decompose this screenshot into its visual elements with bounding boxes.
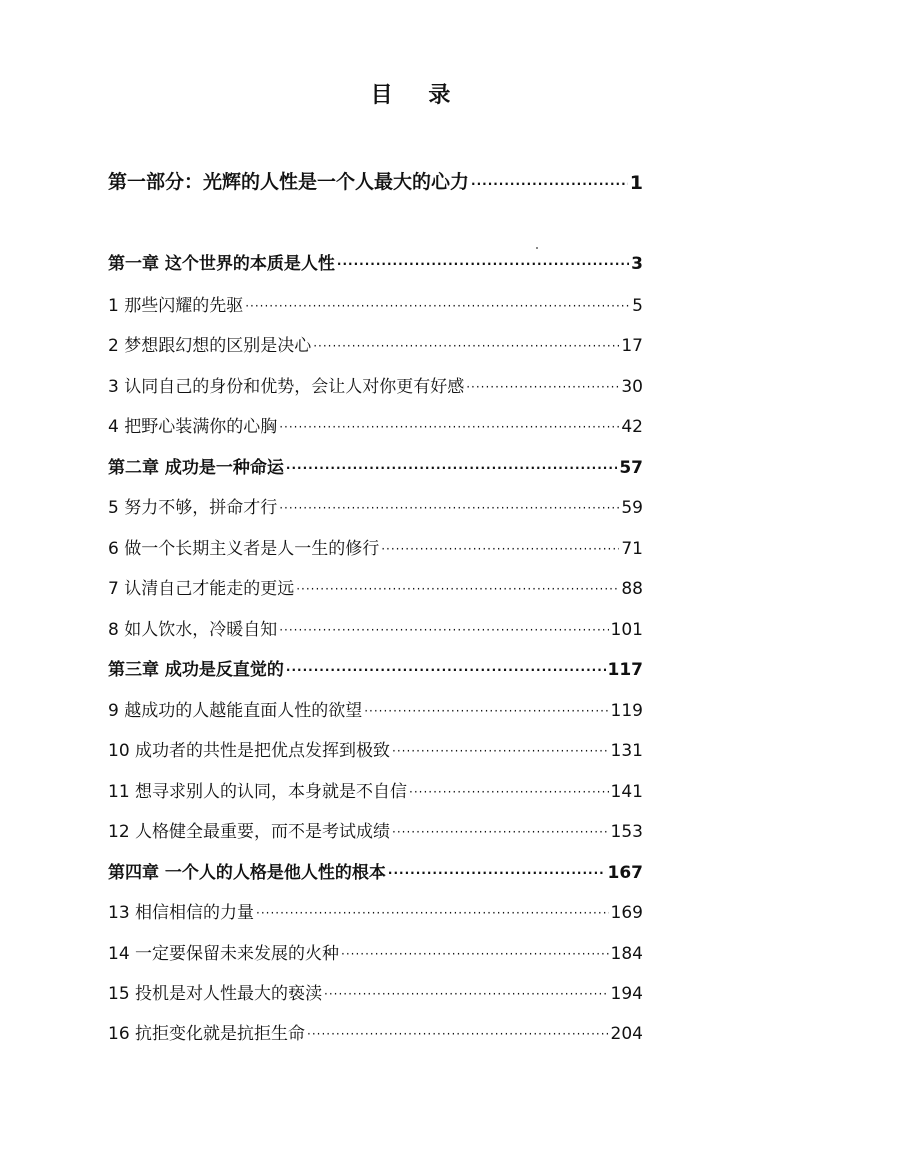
toc-page-number: 30 xyxy=(621,377,643,397)
toc-entry-label: 13 相信相信的力量 xyxy=(108,903,255,923)
toc-entry-label: 第一章 这个世界的本质是人性 xyxy=(108,254,335,274)
toc-page-number: 17 xyxy=(621,336,643,356)
toc-entry-label: 第二章 成功是一种命运 xyxy=(108,458,284,478)
toc-entry-label: 2 梦想跟幻想的区别是决心 xyxy=(108,336,312,356)
toc-entry-label: 7 认清自己才能走的更远 xyxy=(108,579,295,599)
toc-dot-leader xyxy=(279,418,619,437)
toc-entry-label: 8 如人饮水，冷暖自知 xyxy=(108,620,278,640)
toc-page-number: 59 xyxy=(621,498,643,518)
toc-chapter-entry xyxy=(108,450,643,478)
toc-dot-leader xyxy=(279,499,619,518)
toc-section-entry xyxy=(108,936,643,964)
toc-section-entry xyxy=(108,1016,643,1044)
toc-dot-leader xyxy=(471,173,628,194)
toc-page-number: 3 xyxy=(631,254,643,274)
toc-section-entry xyxy=(108,369,643,397)
toc-page-number: 119 xyxy=(610,701,643,721)
toc-section-entry xyxy=(108,328,643,356)
toc-dot-leader xyxy=(392,823,609,842)
toc-chapter-entry xyxy=(108,855,643,883)
toc-chapter-entry xyxy=(108,652,643,680)
scan-speck xyxy=(536,247,538,249)
toc-page-number: 169 xyxy=(610,903,643,923)
toc-page-number: 71 xyxy=(621,539,643,559)
toc-section-entry xyxy=(108,612,643,640)
toc-page-number: 88 xyxy=(621,579,643,599)
toc-page-number: 204 xyxy=(610,1024,643,1044)
toc-page-number: 153 xyxy=(610,822,643,842)
toc-dot-leader xyxy=(388,864,606,883)
toc-page-number: 101 xyxy=(610,620,643,640)
toc-dot-leader xyxy=(466,378,619,397)
toc-section-entry xyxy=(108,490,643,518)
toc-page-number: 42 xyxy=(621,417,643,437)
toc-dot-leader xyxy=(286,661,606,680)
toc-dot-leader xyxy=(307,1025,609,1044)
toc-dot-leader xyxy=(392,742,609,761)
toc-section-entry xyxy=(108,814,643,842)
toc-page-number: 1 xyxy=(629,172,643,194)
toc-section-entry xyxy=(108,895,643,923)
toc-entry-label: 10 成功者的共性是把优点发挥到极致 xyxy=(108,741,391,761)
toc-entry-label: 6 做一个长期主义者是人一生的修行 xyxy=(108,539,380,559)
toc-entry-label: 12 人格健全最重要，而不是考试成绩 xyxy=(108,822,391,842)
toc-dot-leader xyxy=(409,783,609,802)
toc-page-number: 141 xyxy=(610,782,643,802)
toc-section-entry xyxy=(108,693,643,721)
toc-entry-label: 第三章 成功是反直觉的 xyxy=(108,660,284,680)
toc-dot-leader xyxy=(381,540,619,559)
toc-section-entry xyxy=(108,409,643,437)
toc-entry-label: 9 越成功的人越能直面人性的欲望 xyxy=(108,701,363,721)
toc-page-number: 5 xyxy=(632,296,643,316)
toc-section-entry xyxy=(108,288,643,316)
toc-entry-label: 1 那些闪耀的先驱 xyxy=(108,296,244,316)
toc-dot-leader xyxy=(337,255,629,274)
toc-dot-leader xyxy=(341,945,609,964)
toc-entry-label: 第一部分：光辉的人性是一个人最大的心力 xyxy=(108,171,470,193)
toc-dot-leader xyxy=(324,985,609,1004)
page-title: 目 录 xyxy=(370,83,465,108)
toc-dot-leader xyxy=(286,459,617,478)
toc-entry-label: 14 一定要保留未来发展的火种 xyxy=(108,944,340,964)
toc-dot-leader xyxy=(296,580,619,599)
toc-dot-leader xyxy=(279,621,608,640)
toc-page-number: 194 xyxy=(610,984,643,1004)
toc-part-entry xyxy=(108,166,643,194)
toc-section-entry xyxy=(108,531,643,559)
toc-page-number: 167 xyxy=(607,863,643,883)
toc-dot-leader xyxy=(245,297,630,316)
toc-section-entry xyxy=(108,571,643,599)
toc-entry-label: 16 抗拒变化就是抗拒生命 xyxy=(108,1024,306,1044)
toc-section-entry xyxy=(108,733,643,761)
toc-entry-label: 3 认同自己的身份和优势，会让人对你更有好感 xyxy=(108,377,465,397)
toc-page-number: 184 xyxy=(610,944,643,964)
toc-entry-label: 15 投机是对人性最大的亵渎 xyxy=(108,984,323,1004)
toc-dot-leader xyxy=(313,337,619,356)
toc-entry-label: 4 把野心装满你的心胸 xyxy=(108,417,278,437)
toc-entry-label: 第四章 一个人的人格是他人性的根本 xyxy=(108,863,386,883)
toc-section-entry xyxy=(108,976,643,1004)
toc-entry-label: 5 努力不够，拼命才行 xyxy=(108,498,278,518)
toc-page-number: 57 xyxy=(619,458,643,478)
toc-dot-leader xyxy=(256,904,609,923)
toc-dot-leader xyxy=(364,702,608,721)
toc-entry-label: 11 想寻求别人的认同，本身就是不自信 xyxy=(108,782,408,802)
toc-chapter-entry xyxy=(108,246,643,274)
toc-section-entry xyxy=(108,774,643,802)
toc-page-number: 117 xyxy=(607,660,643,680)
toc-page-number: 131 xyxy=(610,741,643,761)
